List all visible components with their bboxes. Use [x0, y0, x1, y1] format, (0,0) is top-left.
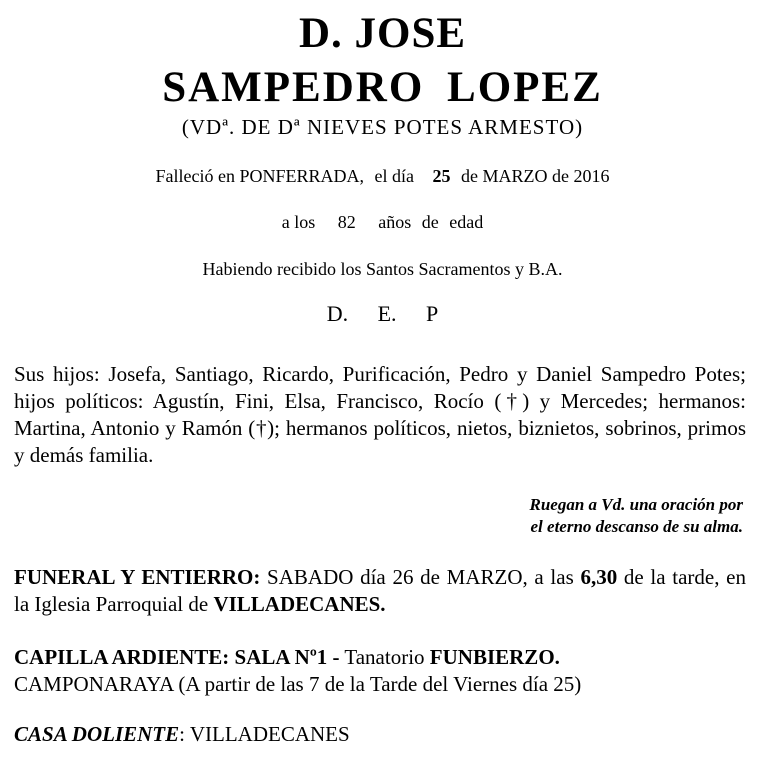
age-suffix-de: de [421, 212, 439, 232]
family-paragraph: Sus hijos: Josefa, Santiago, Ricardo, Purificación, Pedro y Daniel Sampedro Potes; hijos políticos: Agustín, Fini, Elsa, Francisco, Rocío (†) y Mercedes; hermanos: Martina, Antonio y Ramón (†); hermanos políticos, nietos, biznietos, sobrinos, primos y demás familia. [14, 362, 746, 467]
funeral-time: 6,30 [580, 565, 618, 589]
funeral-paragraph [14, 564, 746, 618]
mourning-house-line [14, 721, 746, 748]
funeral-date: SABADO día 26 de MARZO, a las [260, 565, 581, 589]
chapel-line2: CAMPONARAYA (A partir de las 7 de la Tarde del Viernes día 25) [14, 672, 582, 696]
age-prefix: a los [281, 212, 316, 232]
death-month-year: de MARZO de 2016 [461, 166, 610, 186]
deceased-name-line1: D. JOSE [298, 10, 467, 57]
death-line [0, 164, 765, 188]
dep-line: D. E. P [326, 301, 439, 326]
chapel-label: CAPILLA ARDIENTE: SALA Nº1 - [14, 645, 340, 669]
prayer-request [530, 494, 744, 538]
death-day: 25 [432, 166, 451, 186]
widower-of-line: (VDª. DE Dª NIEVES POTES ARMESTO) [181, 115, 584, 139]
age-suffix-edad: edad [449, 212, 484, 232]
age-line [0, 210, 765, 234]
sacraments-line: Habiendo recibido los Santos Sacramentos y B.A. [202, 259, 563, 279]
chapel-text: Tanatorio [339, 645, 430, 669]
death-day-label: el día [374, 166, 414, 186]
prayer-request-line1: Ruegan a Vd. una oración por [529, 495, 743, 514]
chapel-funeral-home: FUNBIERZO. [429, 645, 560, 669]
age-suffix-anos: años [378, 212, 412, 232]
age-years: 82 [337, 212, 356, 232]
funeral-label: FUNERAL Y ENTIERRO: [14, 565, 261, 589]
mourning-house-place: : VILLADECANES [179, 722, 350, 746]
funeral-location-text: de la tarde, en la Iglesia Parroquial de [14, 565, 747, 616]
chapel-line1 [14, 644, 746, 671]
deceased-name-line2: SAMPEDRO LOPEZ [162, 64, 603, 111]
funeral-place: VILLADECANES. [213, 592, 386, 616]
prayer-request-line2: el eterno descanso de su alma. [530, 517, 743, 536]
chapel-paragraph [14, 644, 746, 698]
mourning-house-label: CASA DOLIENTE [14, 722, 180, 746]
death-place: Falleció en PONFERRADA, [155, 166, 365, 186]
